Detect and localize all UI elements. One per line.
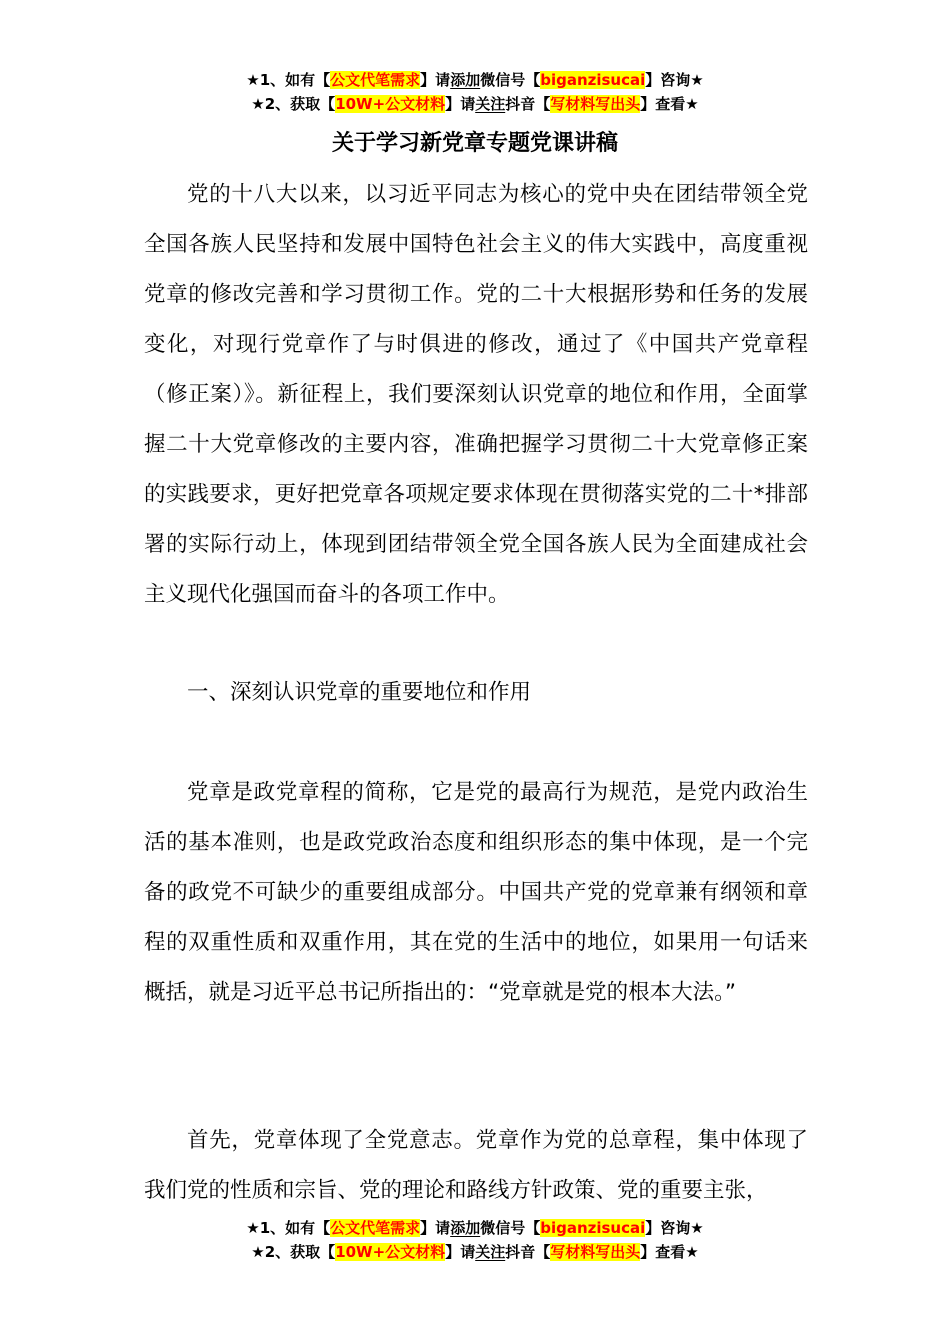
- banner-highlight: biganzisucai: [540, 71, 646, 89]
- banner-text: 】请: [420, 71, 451, 89]
- banner-text: 】请: [445, 95, 476, 113]
- banner-text: 抖音【: [505, 1243, 551, 1261]
- banner-text: 】请: [420, 1219, 451, 1237]
- banner-line-2: [0, 92, 950, 116]
- banner-text: 】咨询★: [645, 1219, 704, 1237]
- banner-text: 微信号【: [480, 1219, 541, 1237]
- banner-underlined: 添加: [450, 71, 481, 89]
- banner-text: 抖音【: [505, 95, 551, 113]
- intro-paragraph: 党的十八大以来，以习近平同志为核心的党中央在团结带领全党全国各族人民坚持和发展中国特色社会主义的伟大实践中，高度重视党章的修改完善和学习贯彻工作。党的二十大根据形势和任务的发展变化，对现行党章作了与时俱进的修改，通过了《中国共产党章程（修正案）》。新征程上，我们要深刻认识党章的地位和作用，全面掌握二十大党章修改的主要内容，准确把握学习贯彻二十大党章修正案的实践要求，更好把党章各项规定要求体现在贯彻落实党的二十*排部署的实际行动上，体现到团结带领全党全国各族人民为全面建成社会主义现代化强国而奋斗的各项工作中。: [144, 182, 808, 607]
- paragraph-block-2: [144, 1116, 808, 1216]
- banner-highlight: 写材料写出头: [550, 95, 641, 113]
- banner-text: ★1、如有【: [246, 1219, 331, 1237]
- banner-highlight: 10W+公文材料: [335, 1243, 446, 1261]
- banner-text: ★2、获取【: [251, 1243, 336, 1261]
- banner-text: 】查看★: [640, 1243, 699, 1261]
- banner-highlight: biganzisucai: [540, 1219, 646, 1237]
- banner-text: 】请: [445, 1243, 476, 1261]
- banner-line-2: [0, 1240, 950, 1264]
- section-heading-block: [144, 668, 808, 718]
- banner-text: 微信号【: [480, 71, 541, 89]
- banner-highlight: 10W+公文材料: [335, 95, 446, 113]
- banner-underlined: 添加: [450, 1219, 481, 1237]
- paragraph: 首先，党章体现了全党意志。党章作为党的总章程，集中体现了我们党的性质和宗旨、党的理论和路线方针政策、党的重要主张，: [144, 1128, 808, 1203]
- footer-banner: [0, 1216, 950, 1264]
- banner-highlight: 写材料写出头: [550, 1243, 641, 1261]
- banner-line-1: [0, 1216, 950, 1240]
- banner-line-1: [0, 68, 950, 92]
- header-banner: [0, 68, 950, 116]
- section-heading: 一、深刻认识党章的重要地位和作用: [187, 680, 532, 705]
- banner-text: 】咨询★: [645, 71, 704, 89]
- banner-text: ★2、获取【: [251, 95, 336, 113]
- document-body: [144, 170, 808, 620]
- paragraph-block-1: [144, 768, 808, 1018]
- banner-highlight: 公文代笔需求: [330, 1219, 421, 1237]
- paragraph: 党章是政党章程的简称，它是党的最高行为规范，是党内政治生活的基本准则，也是政党政治态度和组织形态的集中体现，是一个完备的政党不可缺少的重要组成部分。中国共产党的党章兼有纲领和章程的双重性质和双重作用，其在党的生活中的地位，如果用一句话来概括，就是习近平总书记所指出的：“党章就是党的根本大法。”: [144, 780, 808, 1005]
- banner-highlight: 公文代笔需求: [330, 71, 421, 89]
- banner-underlined: 关注: [475, 95, 506, 113]
- banner-text: ★1、如有【: [246, 71, 331, 89]
- banner-text: 】查看★: [640, 95, 699, 113]
- banner-underlined: 关注: [475, 1243, 506, 1261]
- document-title: 关于学习新党章专题党课讲稿: [331, 131, 618, 156]
